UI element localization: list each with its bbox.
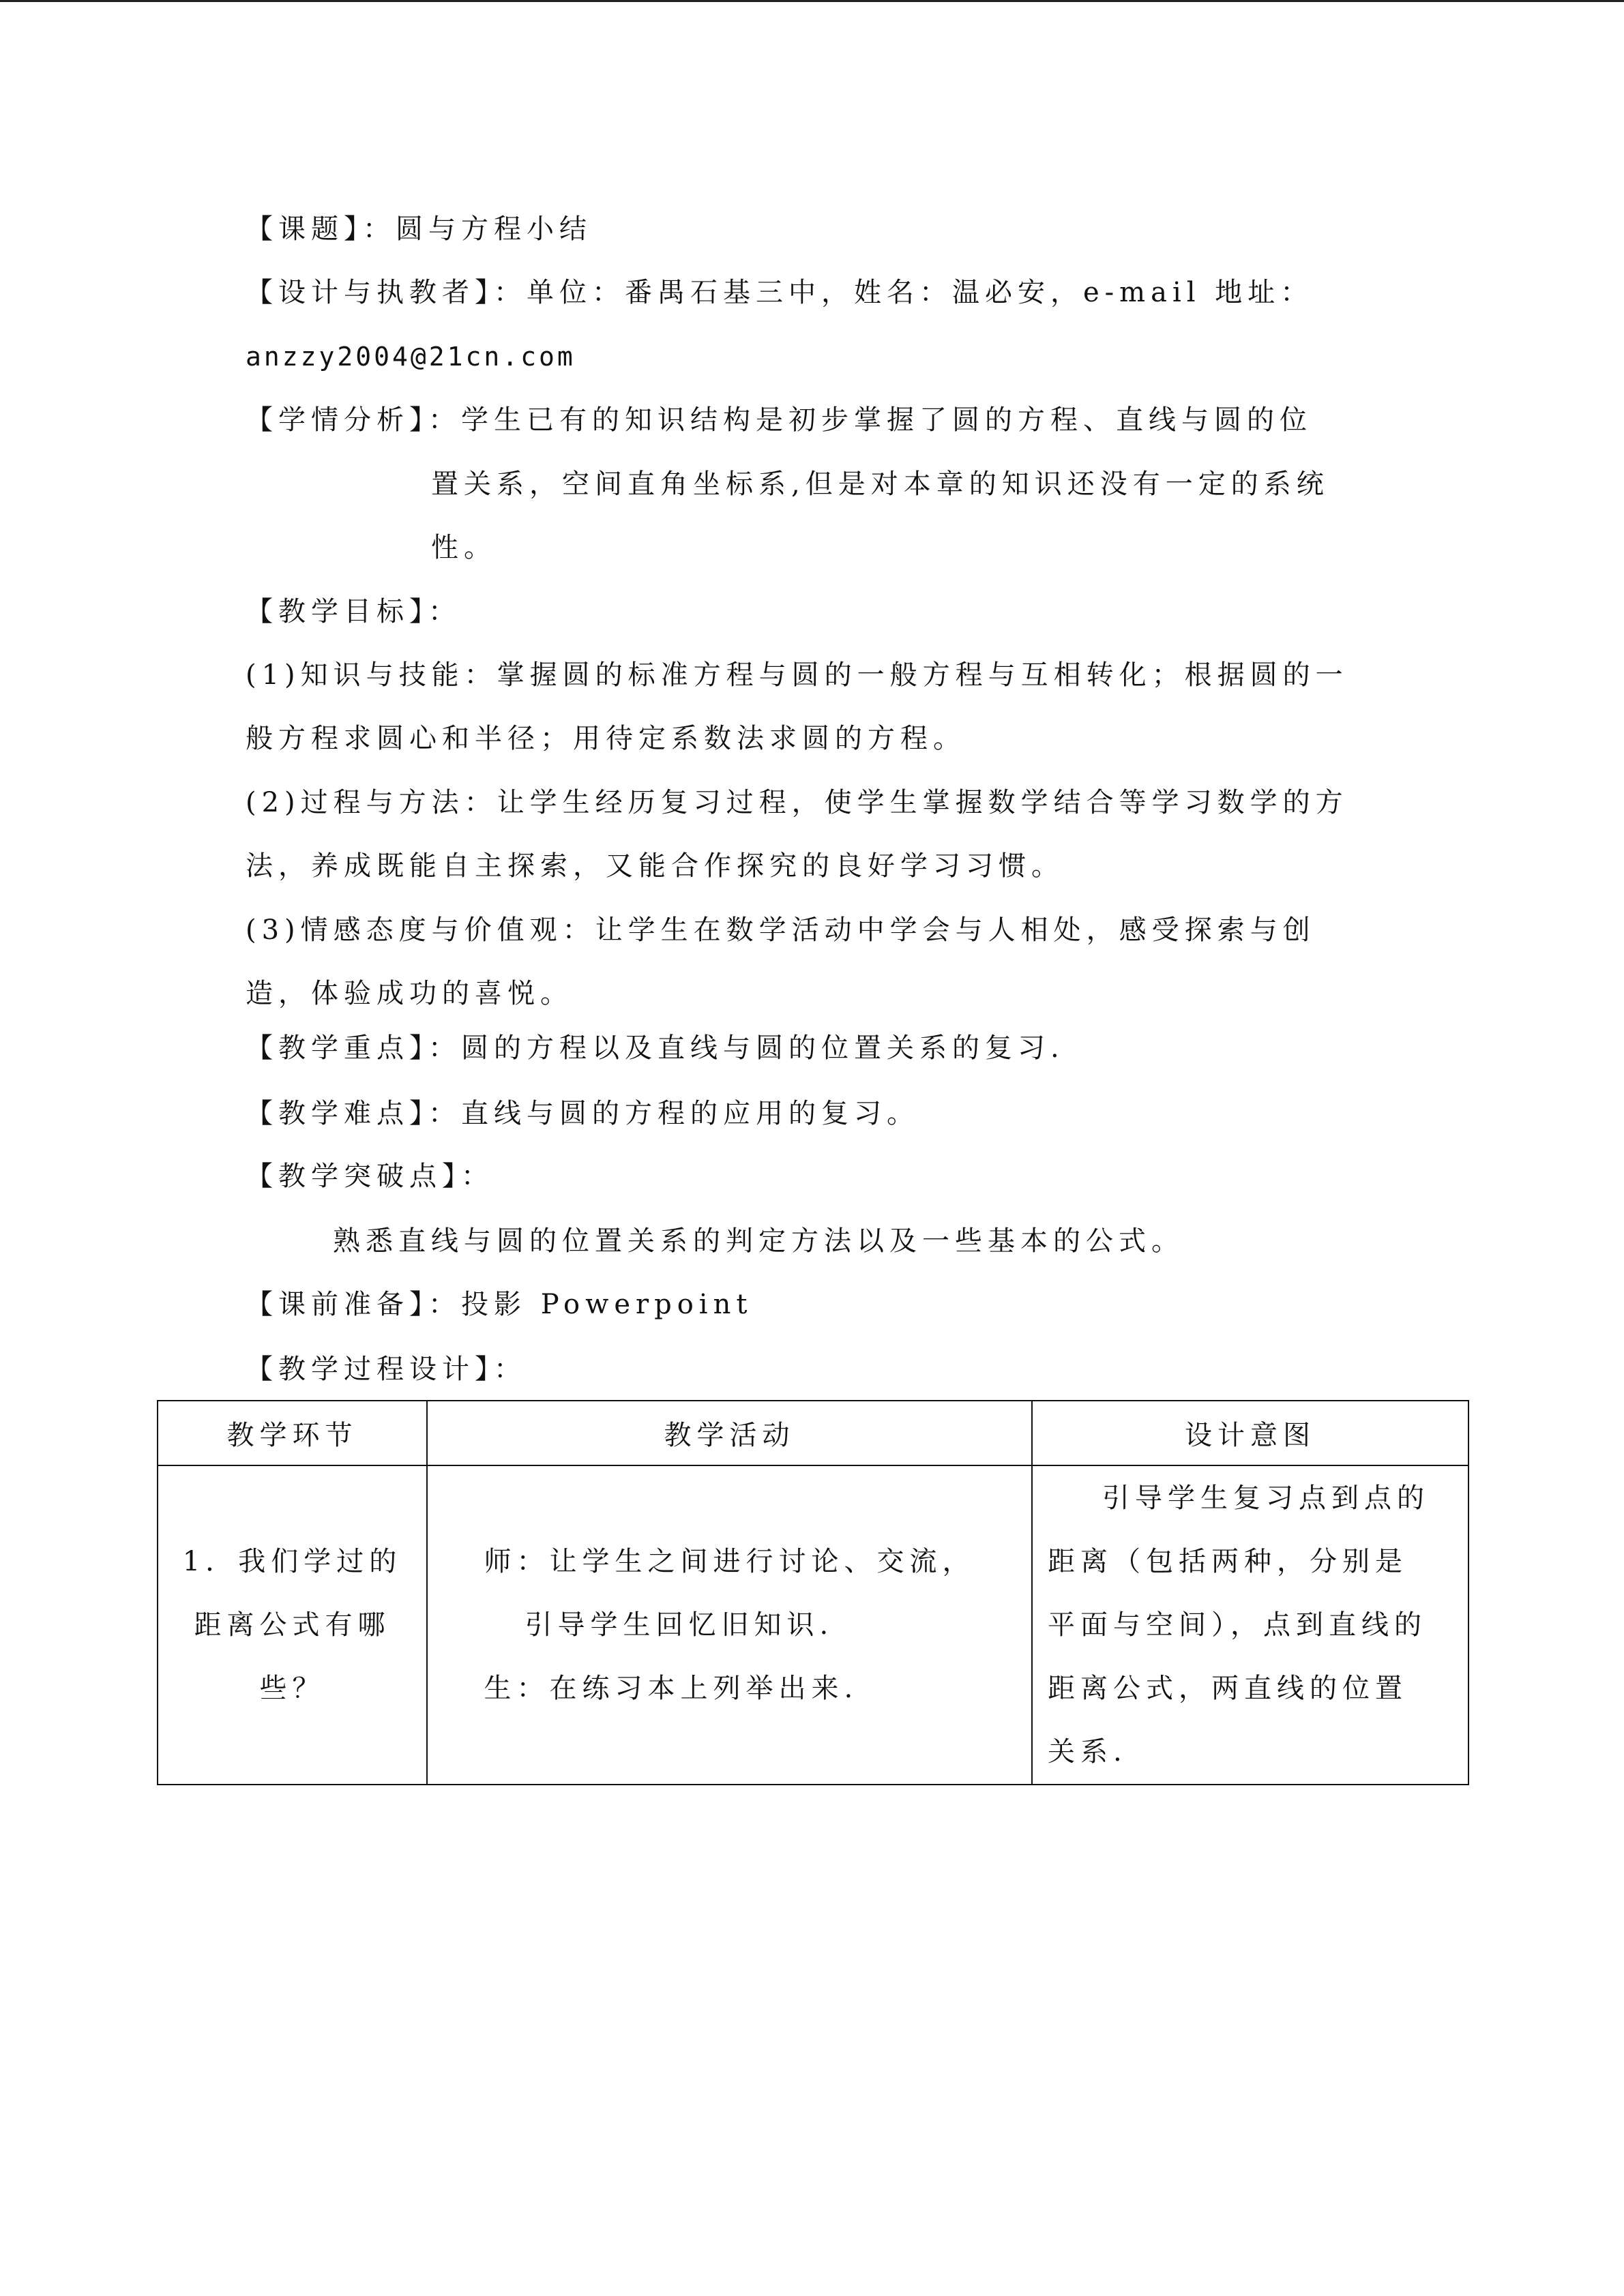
topic-value: 圆与方程小结 [396, 213, 592, 245]
author-value: 单位：番禺石基三中，姓名：温必安，e-mail 地址： [527, 277, 1314, 308]
analysis-line-3: 性。 [431, 532, 497, 563]
header-intent: 设计意图 [1032, 1401, 1468, 1465]
table-row [158, 1465, 1468, 1785]
activity-line-3: 生：在练习本上列举出来. [484, 1672, 859, 1704]
preparation-line [246, 1285, 752, 1324]
topic-line [246, 210, 592, 248]
table-header-row [158, 1401, 1468, 1465]
activity-cell [427, 1465, 1032, 1785]
author-line [246, 273, 1313, 312]
intent-line-1: 引导学生复习点到点的 [1102, 1482, 1430, 1514]
goal-2-line-1: (2)过程与方法：让学生经历复习过程，使学生掌握数学结合等学习数学的方 [246, 787, 1348, 818]
stage-line-2: 距离公式有哪 [194, 1609, 391, 1641]
activity-line-2: 引导学生回忆旧知识. [525, 1609, 834, 1641]
difficulty-value: 直线与圆的方程的应用的复习。 [461, 1098, 919, 1129]
topic-label: 【课题】： [246, 213, 396, 245]
header-stage: 教学环节 [158, 1401, 427, 1465]
author-email: anzzy2004@21cn.com [246, 342, 576, 372]
breakthrough-text: 熟悉直线与圆的位置关系的判定方法以及一些基本的公式。 [333, 1225, 1184, 1257]
goal-3-line-1: (3)情感态度与价值观：让学生在数学活动中学会与人相处，感受探索与创 [246, 914, 1316, 946]
preparation-value: 投影 Powerpoint [461, 1289, 753, 1320]
analysis-line-2: 置关系，空间直角坐标系,但是对本章的知识还没有一定的系统 [431, 468, 1329, 500]
difficulty-line [246, 1094, 919, 1133]
header-activity: 教学活动 [427, 1401, 1032, 1465]
analysis-label: 【学情分析】： [246, 404, 461, 436]
goal-3-line-2: 造，体验成功的喜悦。 [246, 978, 573, 1009]
top-border-line [0, 0, 1624, 2]
analysis-text-1: 学生已有的知识结构是初步掌握了圆的方程、直线与圆的位 [461, 404, 1312, 436]
intent-line-3: 平面与空间），点到直线的 [1048, 1609, 1427, 1641]
goal-1-line-1: (1)知识与技能：掌握圆的标准方程与圆的一般方程与互相转化；根据圆的一 [246, 659, 1348, 691]
goal-1-line-2: 般方程求圆心和半径；用待定系数法求圆的方程。 [246, 723, 966, 754]
intent-line-2: 距离（包括两种，分别是 [1048, 1545, 1408, 1577]
stage-line-1: 1．我们学过的 [182, 1545, 402, 1577]
intent-cell [1032, 1465, 1468, 1785]
intent-line-4: 距离公式，两直线的位置 [1048, 1672, 1408, 1704]
goals-heading: 【教学目标】： [246, 596, 461, 627]
activity-text [484, 1530, 975, 1720]
key-point-label: 【教学重点】： [246, 1032, 461, 1064]
preparation-label: 【课前准备】： [246, 1289, 461, 1320]
intent-line-5: 关系. [1048, 1735, 1127, 1768]
key-point-value: 圆的方程以及直线与圆的位置关系的复习. [461, 1032, 1065, 1064]
breakthrough-heading: 【教学突破点】： [246, 1161, 494, 1192]
process-heading: 【教学过程设计】： [246, 1354, 527, 1385]
key-point-line [246, 1029, 1065, 1067]
process-table [157, 1400, 1469, 1785]
difficulty-label: 【教学难点】： [246, 1098, 461, 1129]
goal-2-line-2: 法，养成既能自主探索，又能合作探究的良好学习习惯。 [246, 850, 1064, 882]
activity-line-1: 师：让学生之间进行讨论、交流， [484, 1545, 975, 1577]
stage-cell [158, 1465, 427, 1785]
author-label: 【设计与执教者】： [246, 277, 527, 308]
analysis-line-1 [246, 401, 1312, 439]
stage-line-3: 些？ [259, 1672, 325, 1704]
